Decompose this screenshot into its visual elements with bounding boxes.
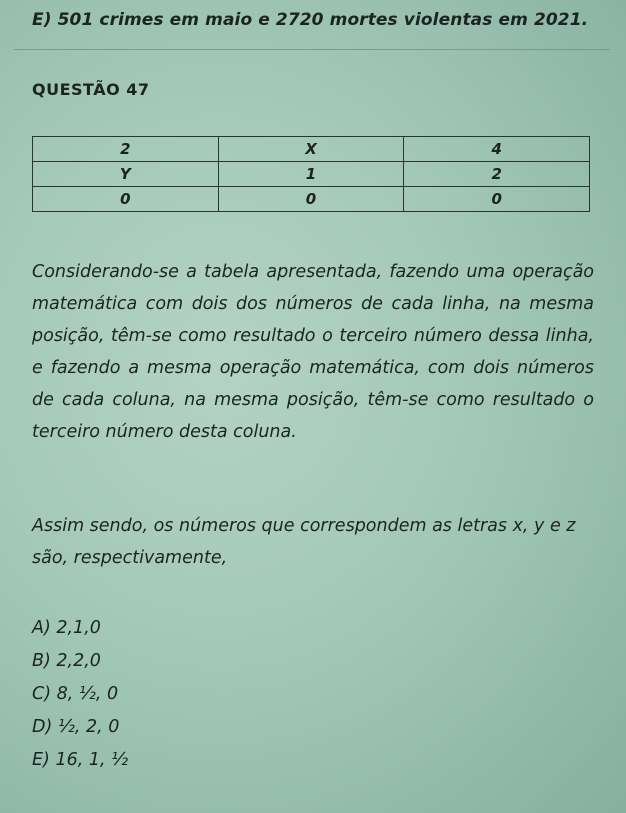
- option-a[interactable]: A) 2,1,0: [32, 618, 101, 638]
- table-row: [33, 187, 590, 212]
- previous-question-option-e: E) 501 crimes em maio e 2720 mortes violentas em 2021.: [32, 10, 589, 30]
- table-row: [33, 162, 590, 187]
- option-b[interactable]: B) 2,2,0: [32, 651, 101, 671]
- question-prompt: Assim sendo, os números que correspondem as letras x, y e z são, respectivamente,: [32, 516, 576, 568]
- table-cell: 0: [404, 187, 590, 212]
- table-row: [33, 137, 590, 162]
- table-cell: 2: [33, 137, 219, 162]
- table-cell: 4: [404, 137, 590, 162]
- table-cell: 2: [404, 162, 590, 187]
- answer-options: [32, 612, 128, 777]
- option-d[interactable]: D) ½, 2, 0: [32, 717, 120, 737]
- option-c[interactable]: C) 8, ½, 0: [32, 684, 119, 704]
- table-cell: 0: [218, 187, 404, 212]
- table-cell: 1: [218, 162, 404, 187]
- table-cell: 0: [33, 187, 219, 212]
- table-cell: Y: [33, 162, 219, 187]
- question-statement: Considerando-se a tabela apresentada, fazendo uma operação matemática com dois dos números de cada linha, na mesma posição, têm-se como resultado o terceiro número dessa linha, e fazendo a mesma operação matemática, com dois números de cada coluna, na mesma posição, têm-se como resultado o terceiro número desta coluna.: [32, 262, 594, 442]
- table-cell: X: [218, 137, 404, 162]
- section-divider: [14, 49, 610, 50]
- question-title: QUESTÃO 47: [32, 80, 150, 99]
- number-table: [32, 136, 590, 212]
- option-e[interactable]: E) 16, 1, ½: [32, 750, 129, 770]
